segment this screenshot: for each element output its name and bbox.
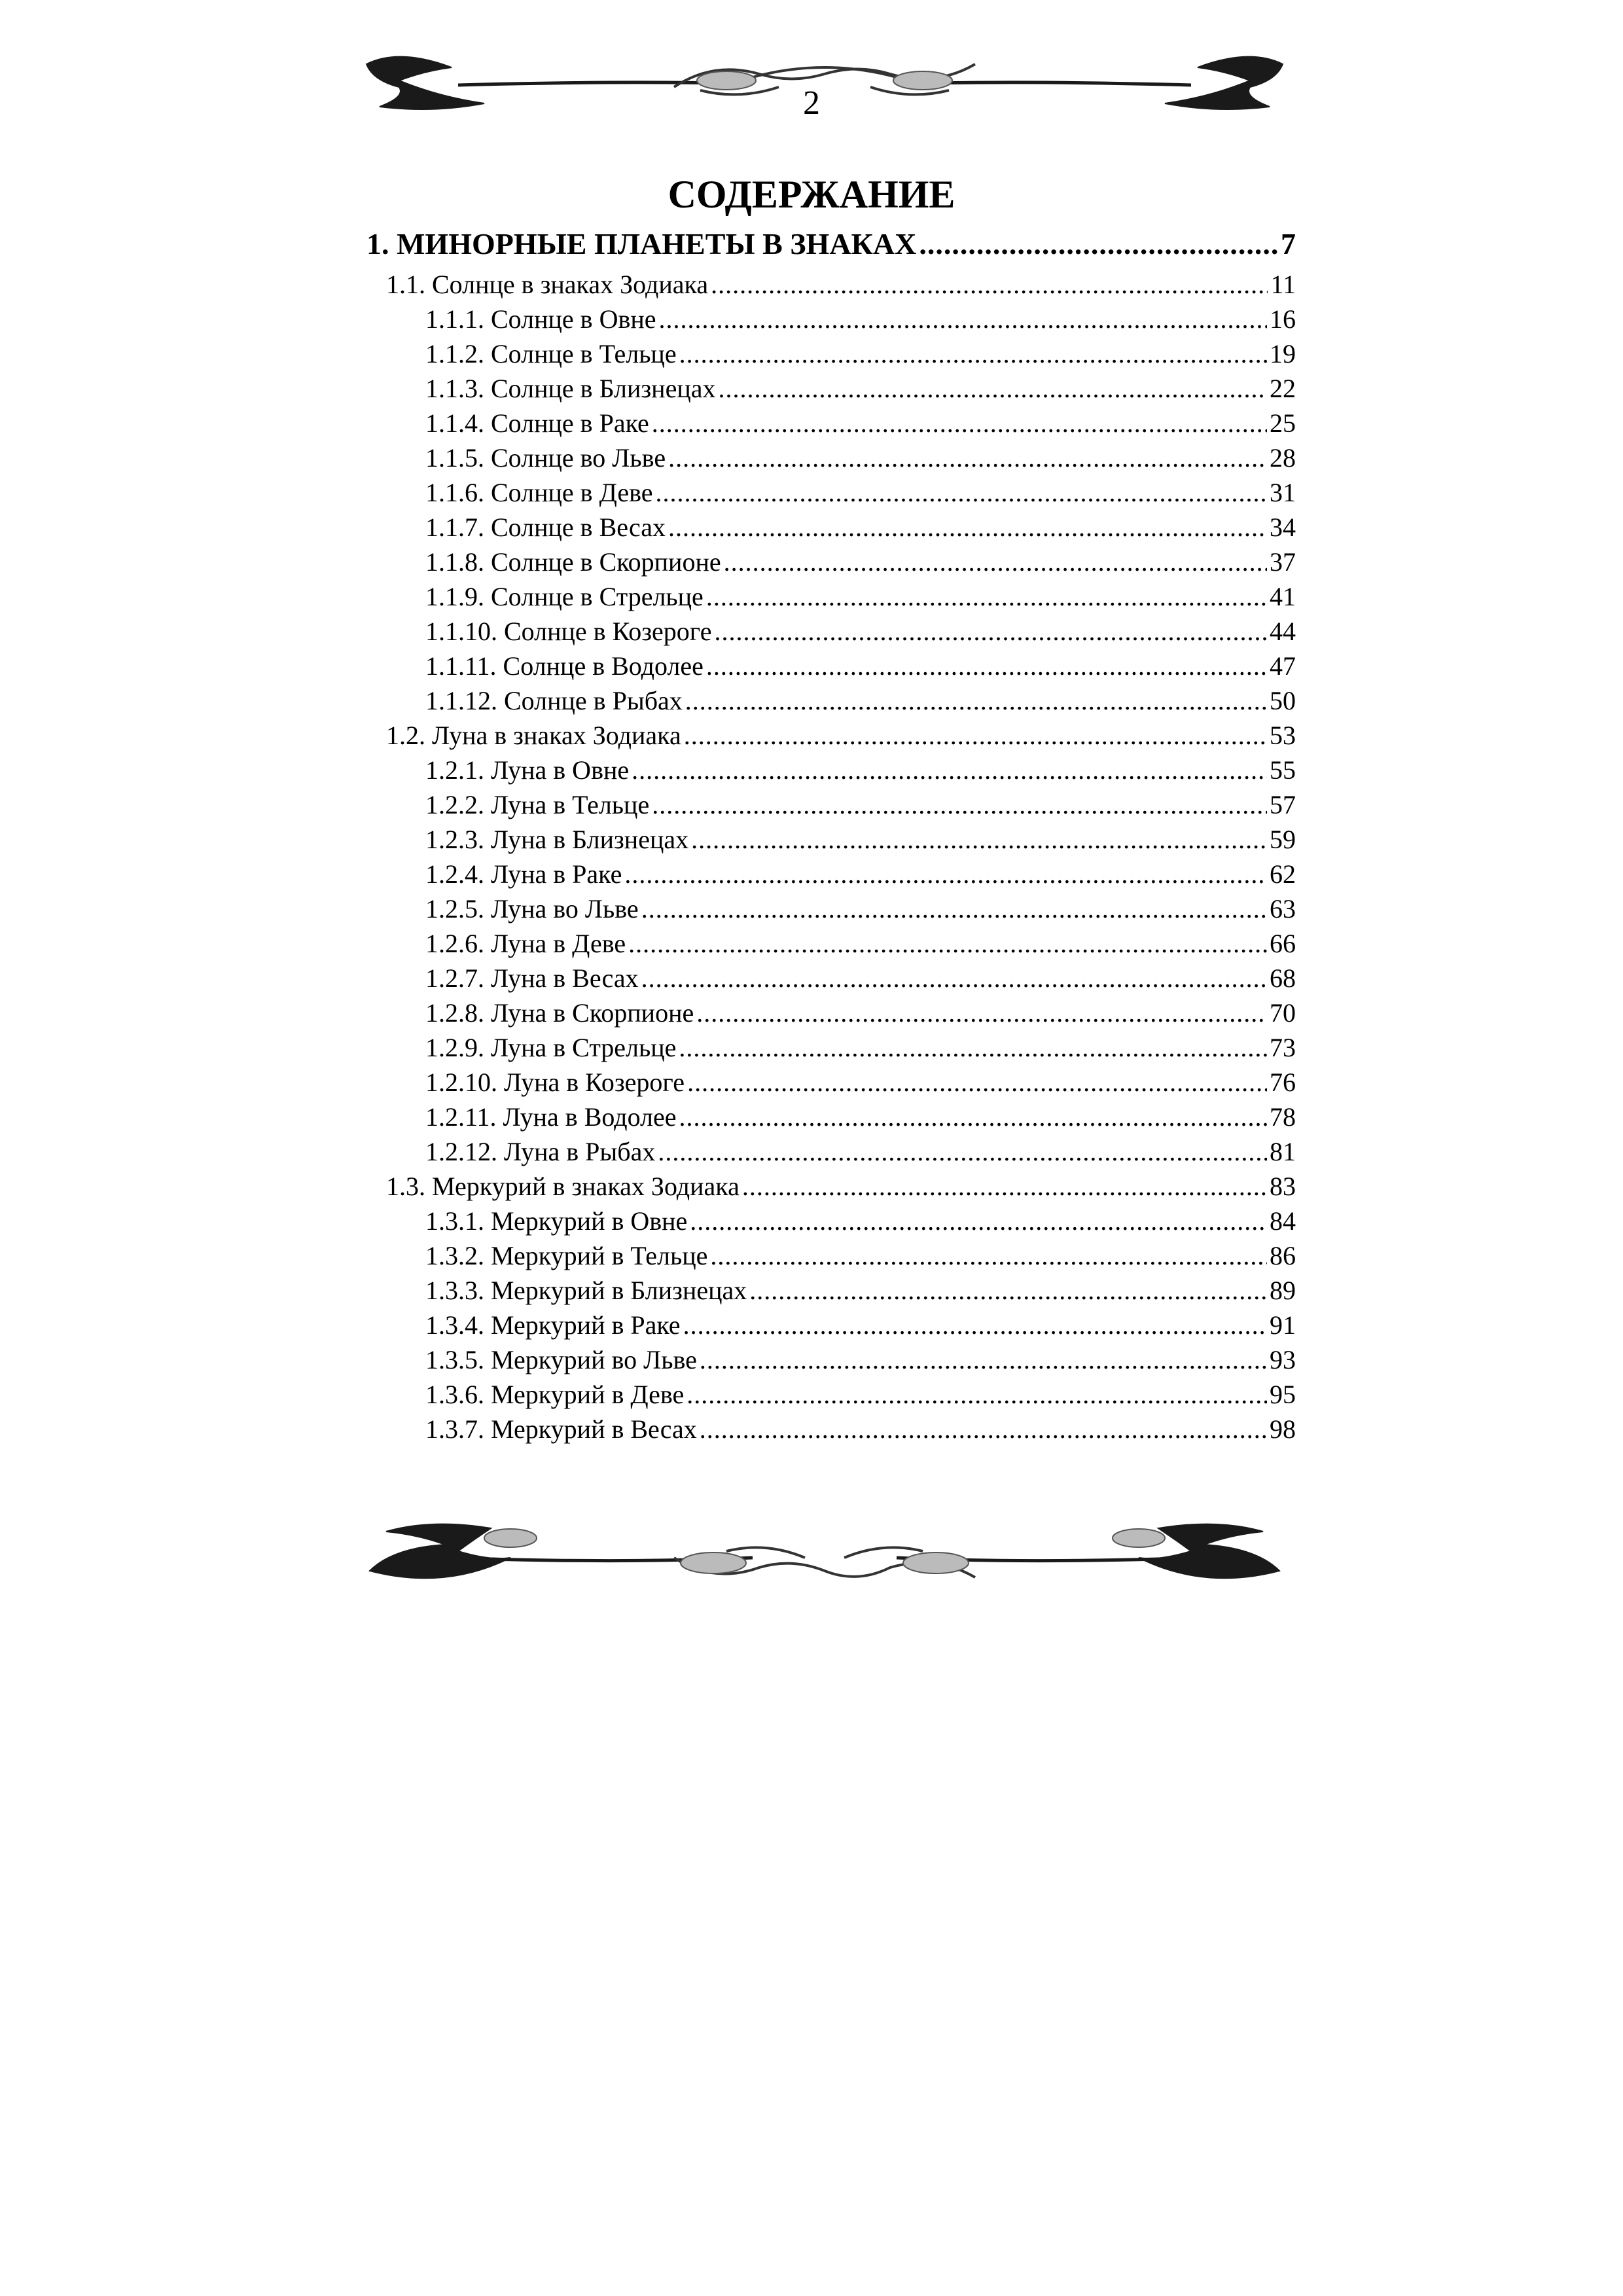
- toc-subsection-row[interactable]: [366, 440, 1296, 475]
- toc-chapter-row[interactable]: [366, 221, 1296, 267]
- toc-entry-page-number: 78: [1270, 1102, 1296, 1132]
- toc-entry-page-number: 44: [1270, 617, 1296, 646]
- dot-leader: [690, 1204, 1267, 1238]
- dot-leader: [691, 822, 1267, 857]
- toc-entry-page-number: 55: [1270, 755, 1296, 785]
- toc-subsection-row[interactable]: [366, 1308, 1296, 1342]
- toc-subsection-row[interactable]: [366, 336, 1296, 371]
- toc-entry-page-number: 28: [1270, 443, 1296, 473]
- toc-entry-label: 1.2.4. Луна в Раке: [425, 859, 622, 889]
- toc-subsection-row[interactable]: [366, 302, 1296, 336]
- toc-section-row[interactable]: [366, 1169, 1296, 1204]
- toc-entry-label: 1.2. Луна в знаках Зодиака: [386, 721, 681, 750]
- dot-leader: [687, 1377, 1267, 1412]
- dot-leader: [679, 1030, 1267, 1065]
- dot-leader: [659, 302, 1268, 336]
- toc-entry-page-number: 81: [1270, 1137, 1296, 1166]
- toc-entry-label: 1.1.1. Солнце в Овне: [425, 304, 656, 334]
- dot-leader: [628, 926, 1267, 961]
- dot-leader: [700, 1342, 1267, 1377]
- dot-leader: [641, 891, 1267, 926]
- toc-section-row[interactable]: [366, 267, 1296, 302]
- toc-entry-page-number: 86: [1270, 1241, 1296, 1270]
- toc-subsection-row[interactable]: [366, 579, 1296, 614]
- dot-leader: [683, 1308, 1267, 1342]
- toc-subsection-row[interactable]: [366, 1377, 1296, 1412]
- toc-section-row[interactable]: [366, 718, 1296, 753]
- toc-subsection-row[interactable]: [366, 1412, 1296, 1446]
- toc-subsection-row[interactable]: [366, 406, 1296, 440]
- toc-entry-page-number: 34: [1270, 512, 1296, 542]
- toc-entry-page-number: 53: [1270, 721, 1296, 750]
- dot-leader: [658, 1134, 1267, 1169]
- toc-entry-label: 1.1.5. Солнце во Льве: [425, 443, 666, 473]
- toc-entry-label: 1.1.6. Солнце в Деве: [425, 478, 653, 507]
- dot-leader: [710, 1238, 1267, 1273]
- dot-leader: [652, 787, 1267, 822]
- toc-entry-page-number: 98: [1270, 1414, 1296, 1444]
- toc-entry-page-number: 63: [1270, 894, 1296, 924]
- dot-leader: [652, 406, 1267, 440]
- dot-leader: [724, 545, 1267, 579]
- toc-entry-page-number: 76: [1270, 1067, 1296, 1097]
- toc-entry-label: 1.2.5. Луна во Льве: [425, 894, 639, 924]
- toc-entry-page-number: 31: [1270, 478, 1296, 507]
- toc-entry-label: 1.3.2. Меркурий в Тельце: [425, 1241, 708, 1270]
- dot-leader: [749, 1273, 1267, 1308]
- toc-entry-page-number: 37: [1270, 547, 1296, 577]
- dot-leader: [714, 614, 1267, 649]
- toc-entry-label: 1.2.9. Луна в Стрельце: [425, 1033, 677, 1062]
- toc-entry-label: 1.2.3. Луна в Близнецах: [425, 825, 689, 854]
- toc-entry-label: 1. МИНОРНЫЕ ПЛАНЕТЫ В ЗНАКАХ: [366, 227, 917, 260]
- toc-subsection-row[interactable]: [366, 1100, 1296, 1134]
- toc-entry-page-number: 73: [1270, 1033, 1296, 1062]
- toc-entry-label: 1.3.3. Меркурий в Близнецах: [425, 1276, 747, 1305]
- dot-leader: [700, 1412, 1267, 1446]
- toc-subsection-row[interactable]: [366, 510, 1296, 545]
- dot-leader: [685, 683, 1267, 718]
- dot-leader: [668, 510, 1267, 545]
- toc-entry-label: 1.3.7. Меркурий в Весах: [425, 1414, 697, 1444]
- toc-entry-page-number: 50: [1270, 686, 1296, 715]
- toc-entry-label: 1.3.4. Меркурий в Раке: [425, 1310, 681, 1340]
- toc-entry-page-number: 41: [1270, 582, 1296, 611]
- toc-entry-page-number: 84: [1270, 1206, 1296, 1236]
- toc-subsection-row[interactable]: [366, 1134, 1296, 1169]
- toc-entry-label: 1.1.3. Солнце в Близнецах: [425, 374, 716, 403]
- toc-entry-label: 1.1.12. Солнце в Рыбах: [425, 686, 683, 715]
- toc-entry-label: 1.1.8. Солнце в Скорпионе: [425, 547, 721, 577]
- toc-subsection-row[interactable]: [366, 649, 1296, 683]
- toc-entry-label: 1.3. Меркурий в знаках Зодиака: [386, 1172, 740, 1201]
- toc-entry-page-number: 7: [1281, 227, 1296, 260]
- toc-entry-label: 1.1. Солнце в знаках Зодиака: [386, 270, 709, 299]
- toc-entry-page-number: 93: [1270, 1345, 1296, 1374]
- dot-leader: [919, 221, 1278, 267]
- toc-entry-page-number: 89: [1270, 1276, 1296, 1305]
- dot-leader: [641, 961, 1267, 996]
- toc-subsection-row[interactable]: [366, 545, 1296, 579]
- dot-leader: [668, 440, 1267, 475]
- toc-title: СОДЕРЖАНИЕ: [668, 173, 955, 216]
- toc-entry-label: 1.2.7. Луна в Весах: [425, 963, 639, 993]
- toc-entry-label: 1.1.7. Солнце в Весах: [425, 512, 666, 542]
- toc-entry-page-number: 91: [1270, 1310, 1296, 1340]
- toc-subsection-row[interactable]: [366, 1238, 1296, 1273]
- dot-leader: [679, 1100, 1267, 1134]
- dot-leader: [742, 1169, 1267, 1204]
- toc-entry-label: 1.1.10. Солнце в Козероге: [425, 617, 712, 646]
- toc-entry-page-number: 19: [1270, 339, 1296, 368]
- toc-subsection-row[interactable]: [366, 683, 1296, 718]
- toc-entry-label: 1.2.1. Луна в Овне: [425, 755, 630, 785]
- toc-subsection-row[interactable]: [366, 1342, 1296, 1377]
- toc-subsection-row[interactable]: [366, 961, 1296, 996]
- toc-entry-label: 1.3.5. Меркурий во Льве: [425, 1345, 697, 1374]
- dot-leader: [679, 336, 1267, 371]
- toc-subsection-row[interactable]: [366, 475, 1296, 510]
- toc-subsection-row[interactable]: [366, 371, 1296, 406]
- toc-entry-page-number: 62: [1270, 859, 1296, 889]
- toc-entry-page-number: 57: [1270, 790, 1296, 819]
- toc-entry-label: 1.3.1. Меркурий в Овне: [425, 1206, 688, 1236]
- toc-subsection-row[interactable]: [366, 891, 1296, 926]
- toc-entry-page-number: 47: [1270, 651, 1296, 681]
- toc-entry-page-number: 70: [1270, 998, 1296, 1028]
- toc-entry-label: 1.2.11. Луна в Водолее: [425, 1102, 677, 1132]
- dot-leader: [696, 996, 1267, 1030]
- dot-leader: [687, 1065, 1267, 1100]
- dot-leader: [684, 718, 1267, 753]
- toc-subsection-row[interactable]: [366, 822, 1296, 857]
- toc-subsection-row[interactable]: [366, 857, 1296, 891]
- toc-entry-label: 1.1.9. Солнце в Стрельце: [425, 582, 704, 611]
- toc-entry-page-number: 25: [1270, 408, 1296, 438]
- toc-entry-page-number: 59: [1270, 825, 1296, 854]
- toc-subsection-row[interactable]: [366, 996, 1296, 1030]
- toc-entry-page-number: 66: [1270, 929, 1296, 958]
- toc-entry-label: 1.1.4. Солнце в Раке: [425, 408, 649, 438]
- dot-leader: [706, 649, 1267, 683]
- toc-entry-page-number: 16: [1270, 304, 1296, 334]
- toc-subsection-row[interactable]: [366, 1065, 1296, 1100]
- toc-subsection-row[interactable]: [366, 926, 1296, 961]
- page-number: 2: [803, 84, 820, 122]
- dot-leader: [719, 371, 1268, 406]
- toc-entry-label: 1.2.8. Луна в Скорпионе: [425, 998, 694, 1028]
- toc-subsection-row[interactable]: [366, 1030, 1296, 1065]
- toc-entry-page-number: 22: [1270, 374, 1296, 403]
- toc-entry-label: 1.2.6. Луна в Деве: [425, 929, 626, 958]
- dot-leader: [711, 267, 1268, 302]
- dot-leader: [656, 475, 1268, 510]
- toc-entry-label: 1.1.11. Солнце в Водолее: [425, 651, 704, 681]
- toc-entry-label: 1.3.6. Меркурий в Деве: [425, 1380, 685, 1409]
- toc-subsection-row[interactable]: [366, 753, 1296, 787]
- toc-entry-label: 1.2.12. Луна в Рыбах: [425, 1137, 656, 1166]
- toc-entry-page-number: 11: [1270, 270, 1296, 299]
- table-of-contents: [366, 221, 1296, 1446]
- toc-subsection-row[interactable]: [366, 1273, 1296, 1308]
- toc-entry-label: 1.2.2. Луна в Тельце: [425, 790, 650, 819]
- toc-entry-page-number: 95: [1270, 1380, 1296, 1409]
- toc-subsection-row[interactable]: [366, 787, 1296, 822]
- dot-leader: [624, 857, 1267, 891]
- toc-subsection-row[interactable]: [366, 614, 1296, 649]
- toc-entry-label: 1.1.2. Солнце в Тельце: [425, 339, 677, 368]
- toc-subsection-row[interactable]: [366, 1204, 1296, 1238]
- toc-entry-page-number: 83: [1270, 1172, 1296, 1201]
- toc-entry-page-number: 68: [1270, 963, 1296, 993]
- dot-leader: [632, 753, 1267, 787]
- bottom-ornament: [360, 1512, 1289, 1597]
- dot-leader: [706, 579, 1267, 614]
- toc-entry-label: 1.2.10. Луна в Козероге: [425, 1067, 685, 1097]
